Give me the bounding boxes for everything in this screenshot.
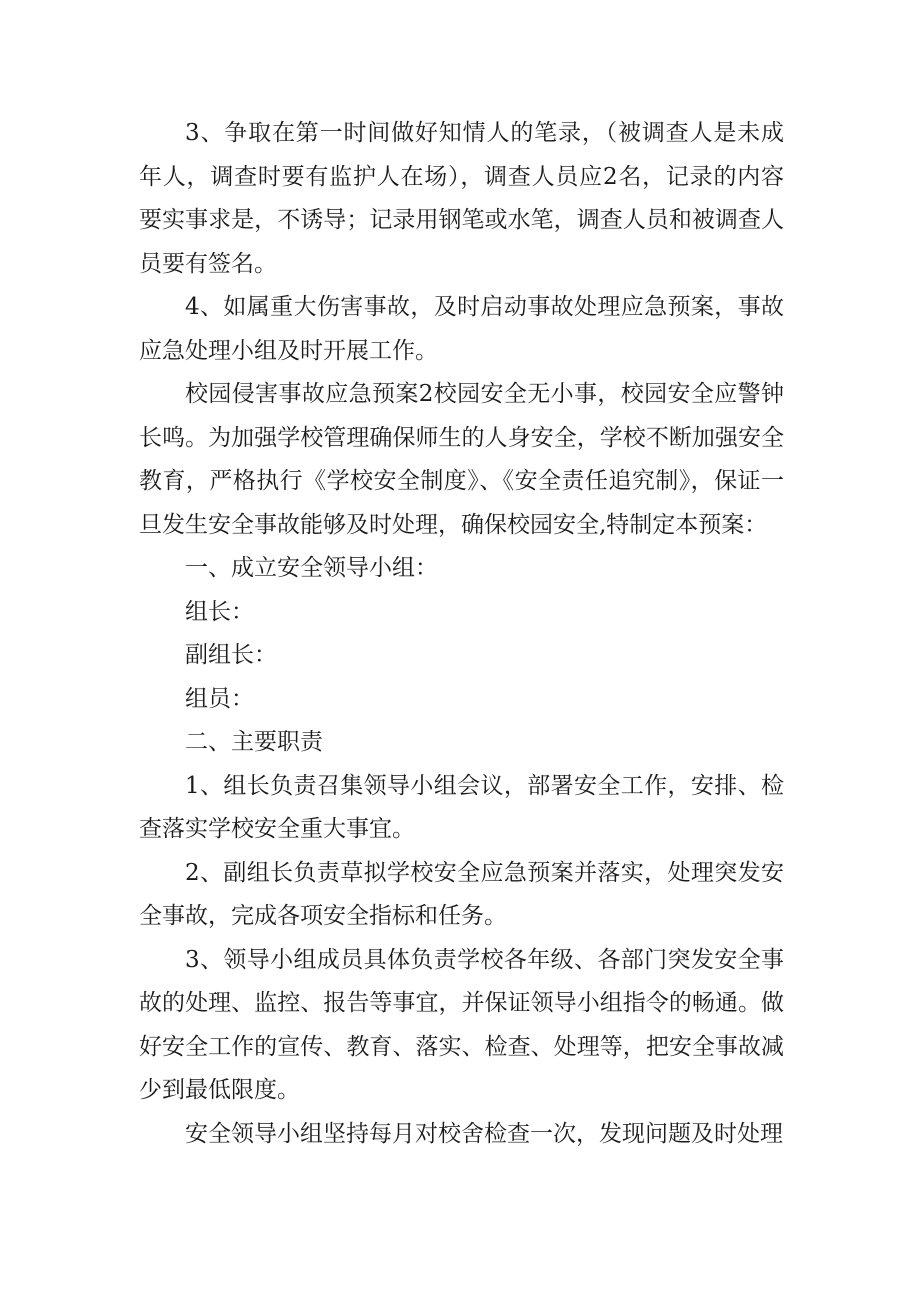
field-group-members: 组员： bbox=[185, 685, 254, 712]
document-page bbox=[139, 112, 784, 1156]
paragraph-duty-2-deputy: 2、副组长负责草拟学校安全应急预案并落实，处理突发安全事故，完成各项安全指标和任务。 bbox=[139, 859, 784, 929]
paragraph-monthly-inspection: 安全领导小组坚持每月对校舍检查一次，发现问题及时处理 bbox=[185, 1120, 783, 1147]
paragraph-item-4-major-accident: 4、如属重大伤害事故，及时启动事故处理应急预案，事故应急处理小组及时开展工作。 bbox=[139, 294, 784, 364]
field-deputy-leader: 副组长： bbox=[185, 642, 277, 668]
paragraph-item-3-witness-record: 3、争取在第一时间做好知情人的笔录，（被调查人是未成年人，调查时要有监护人在场），调查人员应2名，记录的内容要实事求是，不诱导；记录用钢笔或水笔，调查人员和被调查人员要有签名。 bbox=[139, 120, 784, 277]
paragraph-duty-3-members: 3、领导小组成员具体负责学校各年级、各部门突发安全事故的处理、监控、报告等事宜，并保证领导小组指令的畅通。做好安全工作的宣传、教育、落实、检查、处理等，把安全事故减少到最低限度。 bbox=[139, 946, 784, 1103]
paragraph-emergency-plan-intro: 校园侵害事故应急预案2校园安全无小事，校园安全应警钟长鸣。为加强学校管理确保师生的人身安全，学校不断加强安全教育，严格执行《学校安全制度》、《安全责任追究制》，保证一旦发生安全事故能够及时处理，确保校园安全,特制定本预案： bbox=[139, 381, 784, 538]
section-heading-leadership-group: 一、成立安全领导小组： bbox=[185, 555, 438, 581]
paragraph-duty-1-leader: 1、组长负责召集领导小组会议，部署安全工作，安排、检查落实学校安全重大事宜。 bbox=[139, 772, 784, 842]
field-group-leader: 组长： bbox=[185, 598, 254, 625]
section-heading-main-duties: 二、主要职责 bbox=[185, 729, 323, 755]
